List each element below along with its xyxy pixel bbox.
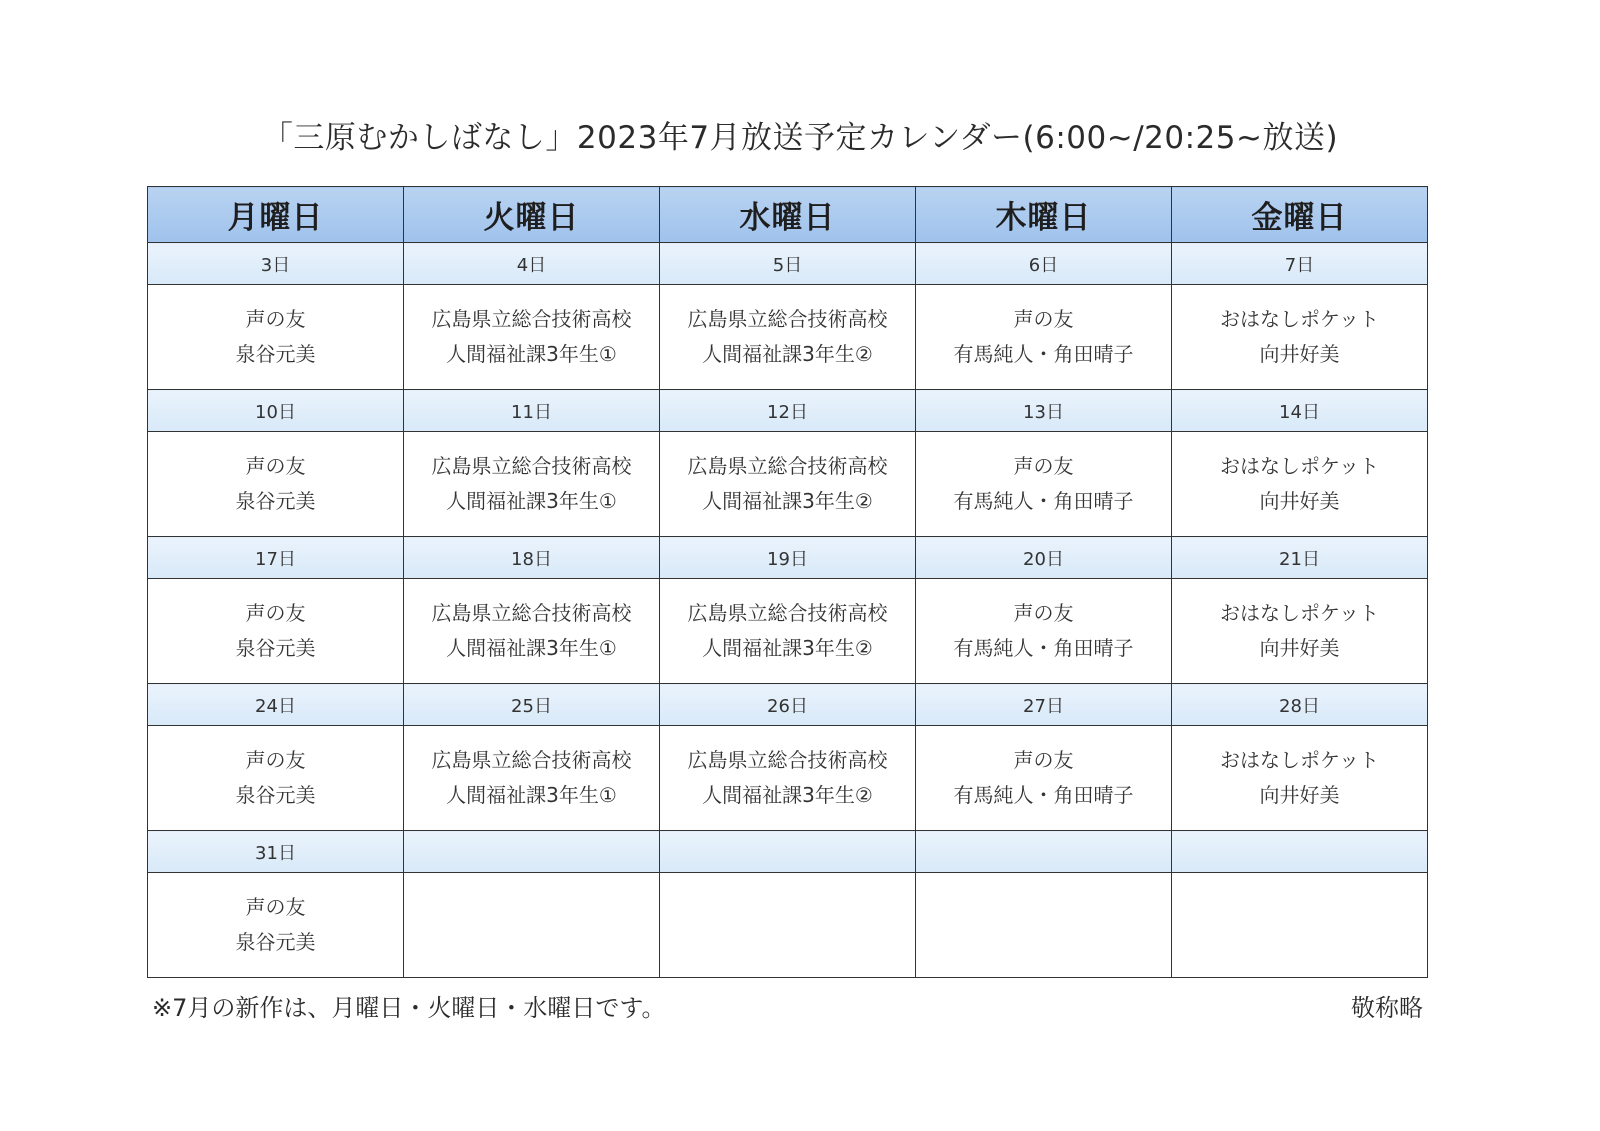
program-cell: [660, 726, 916, 831]
program-performer: 向井好美: [1259, 636, 1340, 660]
program-performer: 人間福祉課3年生②: [702, 636, 873, 660]
program-performer: 人間福祉課3年生②: [702, 489, 873, 513]
date-cell: 6日: [916, 243, 1172, 285]
program-cell: [916, 579, 1172, 684]
program-title: 広島県立総合技術高校: [687, 601, 888, 625]
program-performer: 泉谷元美: [235, 636, 316, 660]
program-performer: 人間福祉課3年生①: [446, 636, 617, 660]
date-cell: 13日: [916, 390, 1172, 432]
program-cell: [1172, 873, 1428, 978]
program-title: 広島県立総合技術高校: [431, 454, 632, 478]
date-row: [148, 537, 1428, 579]
date-cell: 4日: [404, 243, 660, 285]
program-cell: [1172, 579, 1428, 684]
date-row: [148, 243, 1428, 285]
program-performer: 有馬純人・角田晴子: [953, 489, 1134, 513]
program-cell: [148, 285, 404, 390]
honorific-note: 敬称略: [1351, 994, 1423, 1022]
weekday-header-monday: 月曜日: [148, 187, 404, 243]
program-performer: 人間福祉課3年生①: [446, 342, 617, 366]
program-cell: [404, 873, 660, 978]
program-title: 声の友: [245, 454, 306, 478]
date-row: [148, 831, 1428, 873]
program-title: 広島県立総合技術高校: [687, 307, 888, 331]
date-cell: 31日: [148, 831, 404, 873]
program-cell: [404, 285, 660, 390]
program-title: 声の友: [245, 307, 306, 331]
date-cell: 19日: [660, 537, 916, 579]
program-performer: 泉谷元美: [235, 489, 316, 513]
program-title: 広島県立総合技術高校: [431, 601, 632, 625]
weekday-header-wednesday: 水曜日: [660, 187, 916, 243]
date-cell: 11日: [404, 390, 660, 432]
program-title: 声の友: [1013, 307, 1074, 331]
date-cell: 28日: [1172, 684, 1428, 726]
program-cell: [916, 873, 1172, 978]
weekday-header-thursday: 木曜日: [916, 187, 1172, 243]
program-row: [148, 873, 1428, 978]
program-performer: 泉谷元美: [235, 930, 316, 954]
date-cell: 26日: [660, 684, 916, 726]
date-cell: 14日: [1172, 390, 1428, 432]
program-cell: [916, 285, 1172, 390]
program-performer: 泉谷元美: [235, 783, 316, 807]
date-cell: 5日: [660, 243, 916, 285]
date-cell: 17日: [148, 537, 404, 579]
program-cell: [148, 873, 404, 978]
program-title: おはなしポケット: [1220, 601, 1379, 625]
date-cell: 18日: [404, 537, 660, 579]
program-cell: [660, 285, 916, 390]
program-cell: [148, 726, 404, 831]
footer-note: ※7月の新作は、月曜日・火曜日・水曜日です。: [152, 994, 666, 1022]
program-cell: [1172, 726, 1428, 831]
program-cell: [1172, 432, 1428, 537]
program-title: 声の友: [1013, 454, 1074, 478]
program-cell: [404, 579, 660, 684]
program-row: [148, 285, 1428, 390]
program-title: 広島県立総合技術高校: [687, 748, 888, 772]
program-title: 声の友: [1013, 601, 1074, 625]
program-row: [148, 579, 1428, 684]
date-cell: 25日: [404, 684, 660, 726]
date-cell: [1172, 831, 1428, 873]
date-cell: 21日: [1172, 537, 1428, 579]
program-title: 声の友: [245, 601, 306, 625]
date-cell: [660, 831, 916, 873]
date-cell: 20日: [916, 537, 1172, 579]
program-cell: [404, 432, 660, 537]
date-cell: 3日: [148, 243, 404, 285]
date-cell: 27日: [916, 684, 1172, 726]
program-performer: 人間福祉課3年生①: [446, 489, 617, 513]
program-title: 声の友: [1013, 748, 1074, 772]
program-performer: 有馬純人・角田晴子: [953, 783, 1134, 807]
program-cell: [660, 432, 916, 537]
program-title: 声の友: [245, 748, 306, 772]
date-cell: 7日: [1172, 243, 1428, 285]
program-performer: 有馬純人・角田晴子: [953, 636, 1134, 660]
program-title: おはなしポケット: [1220, 307, 1379, 331]
weekday-header-tuesday: 火曜日: [404, 187, 660, 243]
program-row: [148, 432, 1428, 537]
program-title: 広島県立総合技術高校: [687, 454, 888, 478]
program-title: 声の友: [245, 895, 306, 919]
schedule-calendar-table: [147, 186, 1428, 978]
date-cell: [916, 831, 1172, 873]
program-performer: 人間福祉課3年生②: [702, 342, 873, 366]
program-performer: 向井好美: [1259, 489, 1340, 513]
program-performer: 人間福祉課3年生②: [702, 783, 873, 807]
program-title: 広島県立総合技術高校: [431, 307, 632, 331]
program-cell: [404, 726, 660, 831]
program-performer: 有馬純人・角田晴子: [953, 342, 1134, 366]
program-performer: 向井好美: [1259, 342, 1340, 366]
program-cell: [916, 432, 1172, 537]
program-performer: 泉谷元美: [235, 342, 316, 366]
program-cell: [660, 873, 916, 978]
date-cell: [404, 831, 660, 873]
date-row: [148, 684, 1428, 726]
weekday-header-row: [148, 187, 1428, 243]
date-cell: 24日: [148, 684, 404, 726]
date-cell: 10日: [148, 390, 404, 432]
program-cell: [148, 579, 404, 684]
program-row: [148, 726, 1428, 831]
program-title: 広島県立総合技術高校: [431, 748, 632, 772]
weekday-header-friday: 金曜日: [1172, 187, 1428, 243]
program-performer: 向井好美: [1259, 783, 1340, 807]
date-row: [148, 390, 1428, 432]
program-title: おはなしポケット: [1220, 748, 1379, 772]
program-cell: [148, 432, 404, 537]
program-cell: [1172, 285, 1428, 390]
program-cell: [660, 579, 916, 684]
page-title: 「三原むかしばなし」2023年7月放送予定カレンダー(6:00~/20:25~放送): [261, 120, 1339, 156]
program-performer: 人間福祉課3年生①: [446, 783, 617, 807]
program-cell: [916, 726, 1172, 831]
date-cell: 12日: [660, 390, 916, 432]
program-title: おはなしポケット: [1220, 454, 1379, 478]
